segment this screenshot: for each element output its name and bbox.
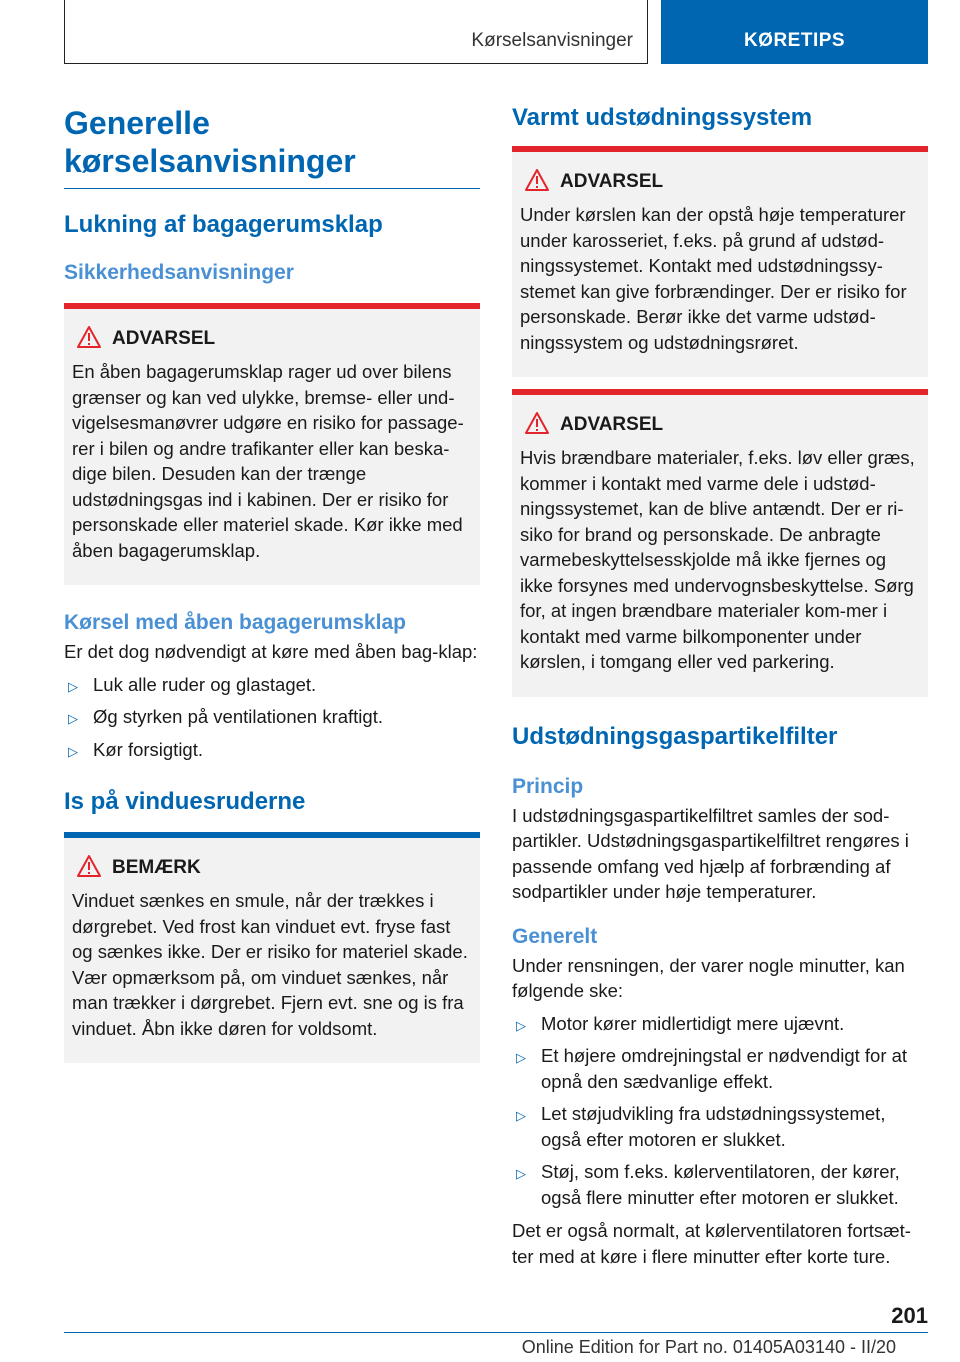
page-header [64, 0, 928, 64]
warning-box-2 [512, 146, 928, 377]
bullet-list [512, 1011, 928, 1211]
list-item: ▷ Et højere omdrejningstal er nødvendigt for at opnå den sædvanlige effekt. [516, 1045, 908, 1092]
paragraph: Det er også normalt, at kølerventilatoren fortsæt-ter med at køre i flere minutter efter korte ture. [512, 1220, 911, 1267]
right-column [512, 100, 928, 1269]
list-item: ▷ Let støjudvikling fra udstødningssystemet, også efter motoren er slukket. [516, 1103, 886, 1150]
warning-box-1 [64, 303, 480, 585]
bullet-list [64, 672, 480, 763]
warning-icon [524, 411, 550, 435]
page-number: 201 [891, 1303, 928, 1328]
heading-is: Is på vinduesruderne [64, 788, 306, 815]
list-item: ▷ Kør forsigtigt. [64, 737, 480, 763]
bullet-triangle-icon: ▷ [68, 743, 78, 759]
list-item: ▷ Øg styrken på ventilationen kraftigt. [64, 704, 480, 730]
heading-bagagerumsklap: Lukning af bagagerumsklap [64, 211, 383, 238]
warning-box-3 [512, 389, 928, 697]
list-item: ▷ Støj, som f.eks. kølerventilatoren, der kører, også flere minutter efter motoren er slukket. [516, 1161, 900, 1208]
bullet-triangle-icon: ▷ [516, 1108, 526, 1123]
heading-varmt: Varmt udstødningssystem [512, 104, 813, 131]
warning-title: ADVARSEL [112, 328, 216, 349]
warning-title: ADVARSEL [560, 171, 664, 192]
bullet-triangle-icon: ▷ [68, 711, 78, 726]
warning-icon [524, 168, 550, 192]
page-title: Generelle kørselsanvisninger [64, 100, 480, 189]
warning-text: En åben bagagerumsklap rager ud over bilens grænser og kan ved ulykke, bremse- eller und-vigelsesmanøvrer udgøre en risiko for passage-rer i bilen og andre trafikanter eller kan beska-dige bilen. Desuden kan der trænge udstødningsgas ind i kabinen. Der er risiko for personskade eller materiel skade. Kør ikke med åben bagagerumsklap. [72, 361, 464, 561]
heading-sikkerhed: Sikkerhedsanvisninger [64, 261, 294, 284]
note-box [64, 832, 480, 1063]
list-item: ▷ Motor kører midlertidigt mere ujævnt. [512, 1011, 928, 1037]
warning-icon [76, 854, 102, 878]
chapter-label: KØRETIPS [743, 30, 846, 51]
footer-divider [64, 1332, 928, 1333]
note-title: BEMÆRK [112, 857, 201, 878]
paragraph: I udstødningsgaspartikelfiltret samles der sod-partikler. Udstødningsgaspartikelfiltret rengøres i passende omfang ved hjælp af forbrænding af sodpartikler under høje temperaturer. [512, 804, 909, 902]
bullet-triangle-icon: ▷ [516, 1017, 526, 1033]
heading-koersel: Kørsel med åben bagagerumsklap [64, 611, 406, 634]
warning-title: ADVARSEL [560, 414, 664, 435]
warning-text: Under kørslen kan der opstå høje temperaturer under karosseriet, f.eks. på grund af udstød-ningssystemet. Kontakt med udstødningssy-stemet kan give forbrændinger. Der er risiko for personskade. Berør ikke det varme udstød-ningssystem og udstødningsrøret. [520, 204, 907, 353]
heading-princip: Princip [512, 774, 584, 798]
heading-partikelfilter: Udstødningsgaspartikelfilter [512, 722, 838, 750]
warning-icon [76, 325, 102, 349]
paragraph: Under rensningen, der varer nogle minutter, kan følgende ske: [512, 954, 905, 1001]
bullet-triangle-icon: ▷ [516, 1166, 526, 1181]
list-item: ▷ Luk alle ruder og glastaget. [64, 672, 480, 698]
heading-generelt: Generelt [512, 924, 598, 948]
edition-text: Online Edition for Part no. 01405A03140 - II/20 [521, 1337, 896, 1357]
chapter-tab [661, 0, 928, 64]
bullet-triangle-icon: ▷ [516, 1050, 526, 1065]
paragraph: Er det dog nødvendigt at køre med åben bag-klap: [64, 641, 478, 662]
section-tab [64, 0, 648, 64]
left-column [64, 100, 480, 1063]
bullet-triangle-icon: ▷ [68, 678, 78, 694]
section-label: Kørselsanvisninger [471, 30, 633, 51]
warning-text: Hvis brændbare materialer, f.eks. løv eller græs, kommer i kontakt med varme dele i udstød-ningssystemet, kan de blive antændt. Der er ri-siko for brand og personskade. De anbragte varmebeskyttelsesskjolde må ikke fjernes og ikke forsynes med undervognsbeskyttelse. Sørg for, at ingen brændbare materialer kom-mer i kontakt med varme bilkomponenter under kørslen, i tomgang eller ved parkering. [520, 447, 915, 672]
note-text: Vinduet sænkes en smule, når der trækkes i dørgrebet. Ved frost kan vinduet evt. fryse fast og sænkes ikke. Der er risiko for materiel skade. Vær opmærksom på, om vinduet sænkes, når man trækker i dørgrebet. Fjern evt. sne og is fra vinduet. Åbn ikke døren for voldsomt. [72, 890, 468, 1039]
